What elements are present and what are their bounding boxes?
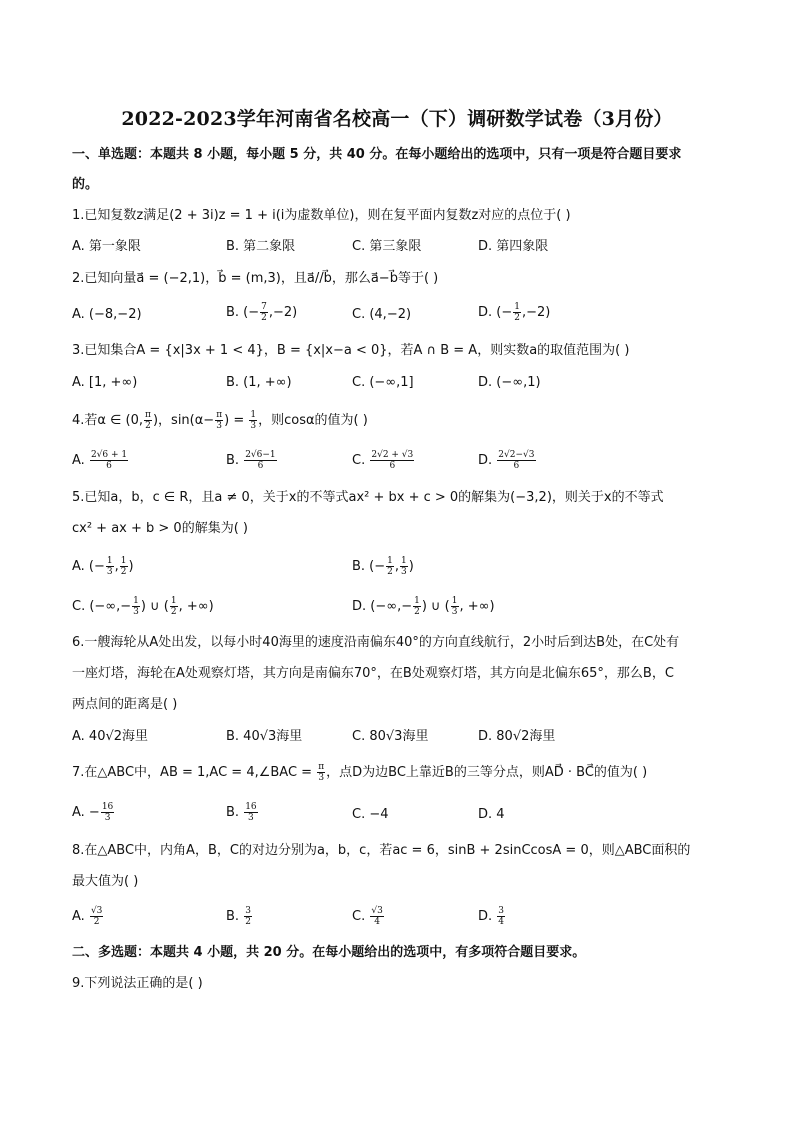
question-2-stem: 2.已知向量a⃗ = (−2,1)，b⃗ = (m,3)，且a⃗//b⃗，那么a⃗−b⃗等于( ) (72, 271, 439, 286)
fraction: $\frac{1}{3}$ (106, 556, 113, 577)
q5-option-a[interactable]: A. (− $\frac{1}{3}$ , $\frac{1}{2}$ ) (72, 556, 134, 577)
question-3-stem: 3.已知集合A = {x|3x + 1 < 4}，B = {x|x−a < 0}，若A ∩ B = A，则实数a的取值范围为( ) (72, 343, 630, 358)
q2-option-a[interactable]: A. (−8,−2) (72, 307, 142, 322)
q7-option-a[interactable]: A. − $\frac{16}{3}$ (72, 802, 114, 823)
fraction: $\frac{1}{2}$ (120, 556, 127, 577)
q8-option-a[interactable]: A. $\frac{√3}{2}$ (72, 906, 103, 927)
q2-option-c[interactable]: C. (4,−2) (352, 307, 412, 322)
q8-option-c[interactable]: C. $\frac{√3}{4}$ (352, 906, 383, 927)
question-6-stem: 6.一艘海轮从A处出发，以每小时40海里的速度沿南偏东40°的方向直线航行，2小时后到达B处，在C处有 (72, 635, 680, 650)
question-5-stem: 5.已知a，b，c ∈ R，且a ≠ 0，关于x的不等式ax² + bx + c > 0的解集为(−3,2)，则关于x的不等式 (72, 490, 664, 505)
fraction: $\frac{1}{2}$ (387, 556, 393, 577)
q6-option-c[interactable]: C. 80√3海里 (352, 729, 429, 744)
fraction: $\frac{√3}{2}$ (90, 906, 103, 927)
q7-option-b[interactable]: B. $\frac{16}{3}$ (226, 802, 257, 823)
q7-option-d[interactable]: D. 4 (478, 807, 505, 822)
section1-heading: 一、单选题：本题共 8 小题，每小题 5 分，共 40 分。在每小题给出的选项中，只有一项是符合题目要求 (72, 147, 682, 162)
q1-option-a[interactable]: A. 第一象限 (72, 239, 141, 254)
question-6-stem-end: 两点间的距离是( ) (72, 697, 178, 712)
fraction: $\frac{\pi}{2}$ (145, 410, 151, 431)
fraction: $\frac{3}{4}$ (498, 906, 505, 927)
q1-option-c[interactable]: C. 第三象限 (352, 239, 422, 254)
q2-option-b[interactable] (226, 302, 297, 323)
fraction: $\frac{16}{3}$ (101, 802, 114, 823)
fraction: $\frac{2√2 + √3}{6}$ (371, 450, 414, 471)
q4-option-a[interactable]: A. $\frac{2√6 + 1}{6}$ (72, 450, 128, 471)
fraction: $\frac{1}{2}$ (514, 302, 520, 323)
fraction: $\frac{3}{2}$ (245, 906, 251, 927)
fraction: $\frac{\pi}{3}$ (318, 762, 325, 783)
q5-option-b[interactable]: B. (− $\frac{1}{2}$ , $\frac{1}{3}$ ) (352, 556, 414, 577)
fraction: $\frac{2√6-1}{6}$ (245, 450, 276, 471)
section1-heading-cont: 的。 (72, 177, 99, 192)
q6-option-a[interactable]: A. 40√2海里 (72, 729, 149, 744)
q3-option-a[interactable]: A. [1, +∞) (72, 375, 138, 390)
q3-option-c[interactable]: C. (−∞,1] (352, 375, 414, 390)
q5-option-d[interactable]: D. (−∞,− $\frac{1}{2}$ ) ∪ ( $\frac{1}{3}$ , +∞) (352, 596, 495, 617)
q4-option-c[interactable]: C. $\frac{2√2 + √3}{6}$ (352, 450, 414, 471)
fraction: $\frac{1}{3}$ (401, 556, 407, 577)
q6-option-b[interactable]: B. 40√3海里 (226, 729, 303, 744)
question-9-stem: 9.下列说法正确的是( ) (72, 976, 203, 991)
q8-option-b[interactable]: B. $\frac{3}{2}$ (226, 906, 251, 927)
q4-option-b[interactable]: B. $\frac{2√6-1}{6}$ (226, 450, 276, 471)
fraction: $\frac{1}{2}$ (414, 596, 420, 617)
question-7-stem: 7.在△ABC中，AB = 1,AC = 4,∠BAC = $\frac{\pi}{3}$ ，点D为边BC上靠近B的三等分点，则AD⃗ · BC⃗的值为( ) (72, 762, 648, 783)
q3-option-d[interactable]: D. (−∞,1) (478, 375, 541, 390)
fraction: $\frac{√3}{4}$ (371, 906, 383, 927)
page-title: 2022-2023学年河南省名校高一（下）调研数学试卷（3月份） (121, 108, 673, 130)
q5-option-c[interactable]: C. (−∞,− $\frac{1}{3}$ ) ∪ ( $\frac{1}{2}$ , +∞) (72, 596, 214, 617)
fraction: $\frac{1}{3}$ (250, 410, 257, 431)
question-4-stem: 4.若α ∈ (0, $\frac{\pi}{2}$ )，sin(α− $\frac{\pi}{3}$ ) = $\frac{1}{3}$ ，则cosα的值为( ) (72, 410, 368, 431)
q2-option-d[interactable] (478, 302, 550, 323)
q1-option-b[interactable]: B. 第二象限 (226, 239, 296, 254)
question-5-stem-cont: cx² + ax + b > 0的解集为( ) (72, 521, 248, 536)
fraction: $\frac{2√2-√3}{6}$ (498, 450, 535, 471)
q3-option-b[interactable]: B. (1, +∞) (226, 375, 292, 390)
q2-b-suffix: ,−2) (268, 305, 298, 320)
fraction: $\frac{\pi}{3}$ (216, 410, 223, 431)
fraction: $\frac{1}{2}$ (170, 596, 177, 617)
q6-option-d[interactable]: D. 80√2海里 (478, 729, 556, 744)
q8-option-d[interactable]: D. $\frac{3}{4}$ (478, 906, 505, 927)
question-8-stem-cont: 最大值为( ) (72, 874, 139, 889)
question-1-stem: 1.已知复数z满足(2 + 3i)z = 1 + i(i为虚数单位)，则在复平面内复数z对应的点位于( ) (72, 208, 571, 223)
section2-heading: 二、多选题：本题共 4 小题，共 20 分。在每小题给出的选项中，有多项符合题目要求。 (72, 945, 586, 960)
fraction: $\frac{1}{3}$ (133, 596, 139, 617)
q2-b-prefix: B. (− (226, 305, 260, 320)
q4-option-d[interactable]: D. $\frac{2√2-√3}{6}$ (478, 450, 535, 471)
question-8-stem: 8.在△ABC中，内角A，B，C的对边分别为a，b，c，若ac = 6，sinB + 2sinCcosA = 0，则△ABC面积的 (72, 843, 691, 858)
question-6-stem-cont: 一座灯塔，海轮在A处观察灯塔，其方向是南偏东70°，在B处观察灯塔，其方向是北偏东65°，那么B，C (72, 666, 674, 681)
fraction: $\frac{7}{2}$ (261, 302, 267, 323)
fraction: $\frac{16}{3}$ (245, 802, 257, 823)
q7-option-c[interactable]: C. −4 (352, 807, 389, 822)
fraction: $\frac{2√6 + 1}{6}$ (90, 450, 128, 471)
q1-option-d[interactable]: D. 第四象限 (478, 239, 549, 254)
q2-d-prefix: D. (− (478, 305, 513, 320)
q2-d-suffix: ,−2) (521, 305, 551, 320)
fraction: $\frac{1}{3}$ (451, 596, 458, 617)
